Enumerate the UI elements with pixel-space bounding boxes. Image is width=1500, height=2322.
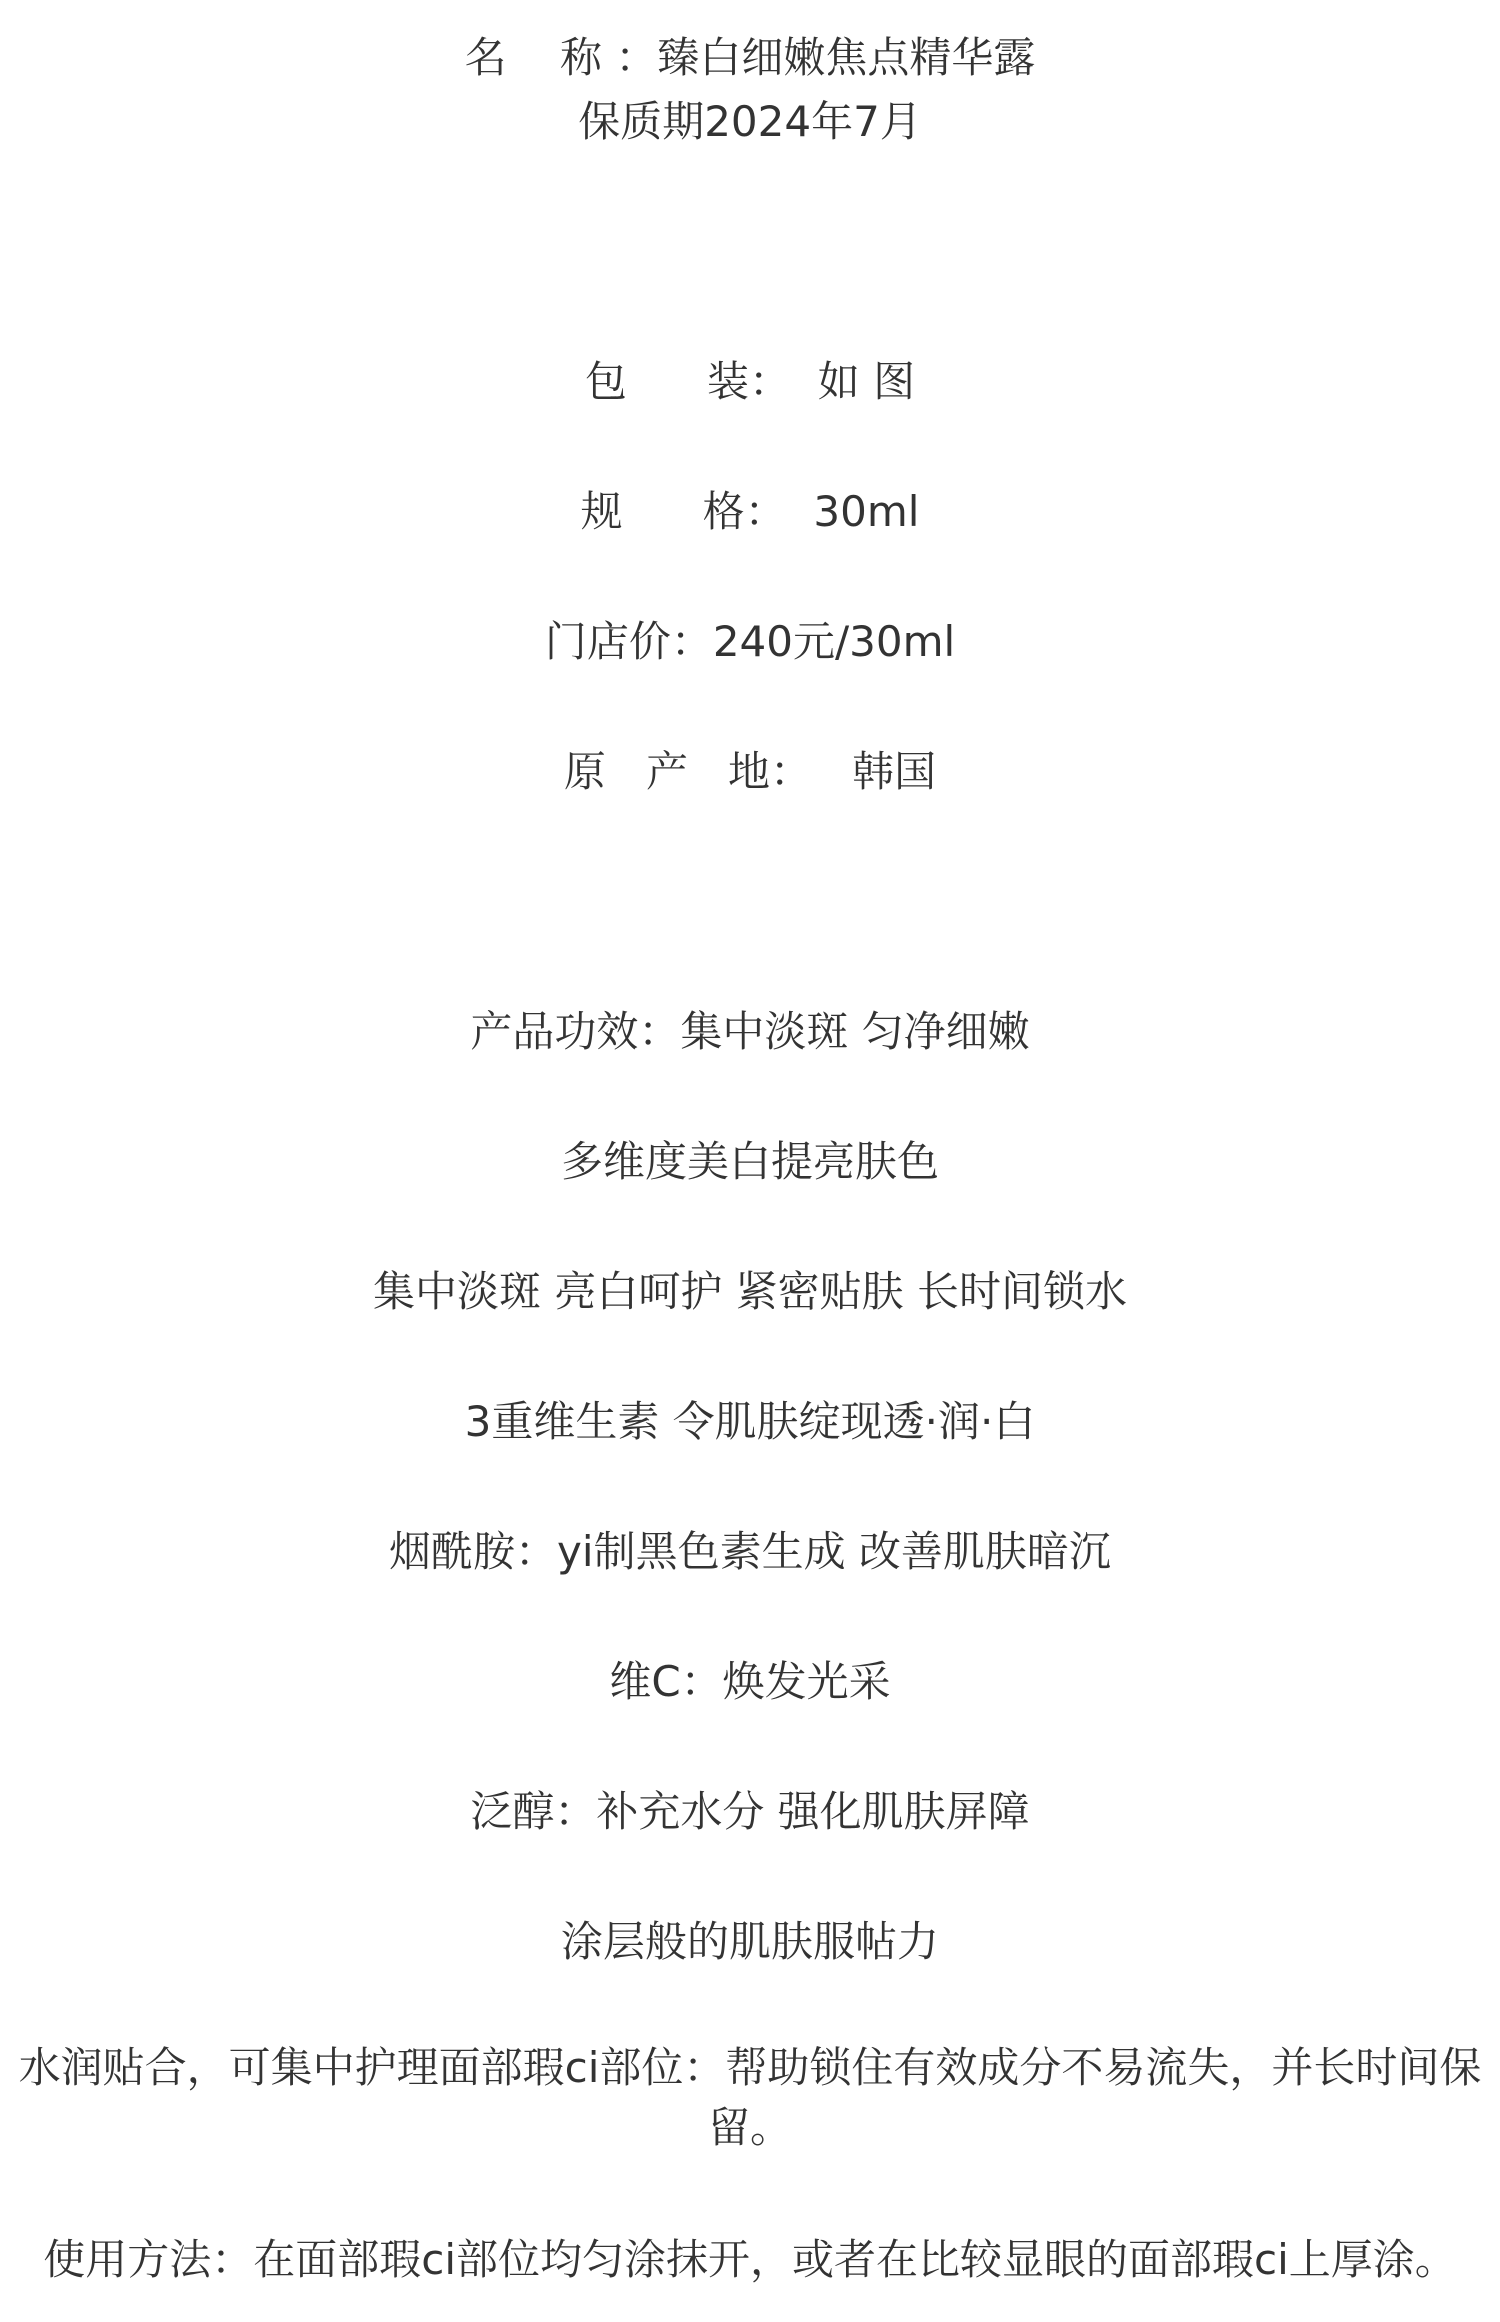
efficacy-line: 涂层般的肌肤服帖力 xyxy=(560,1917,939,1966)
store-price-line: 门店价：240元/30ml xyxy=(544,617,956,666)
efficacy-line: 烟酰胺：yi制黑色素生成 改善肌肤暗沉 xyxy=(389,1527,1111,1576)
product-name-line: 名 称 ：臻白细嫩焦点精华露 xyxy=(464,33,1036,82)
efficacy-paragraph: 水润贴合，可集中护理面部瑕ci部位：帮助锁住有效成分不易流失，并长时间保留。 xyxy=(18,2043,1482,2152)
efficacy-line: 集中淡斑 亮白呵护 紧密贴肤 长时间锁水 xyxy=(372,1267,1128,1316)
efficacy-line: 3重维生素 令肌肤绽现透·润·白 xyxy=(464,1397,1036,1446)
spec-line: 规 格： 30ml xyxy=(580,487,920,536)
efficacy-line: 多维度美白提亮肤色 xyxy=(560,1137,939,1186)
shelf-life-line: 保质期2024年7月 xyxy=(578,97,922,146)
efficacy-line: 维C：焕发光采 xyxy=(609,1657,891,1706)
efficacy-title: 产品功效：集中淡斑 匀净细嫩 xyxy=(470,1007,1030,1056)
packaging-line: 包 装： 如 图 xyxy=(584,357,916,406)
usage-line: 使用方法：在面部瑕ci部位均匀涂抹开，或者在比较显眼的面部瑕ci上厚涂。 xyxy=(43,2235,1457,2284)
origin-line: 原 产 地： 韩国 xyxy=(563,747,937,796)
efficacy-line: 泛醇：补充水分 强化肌肤屏障 xyxy=(470,1787,1030,1836)
